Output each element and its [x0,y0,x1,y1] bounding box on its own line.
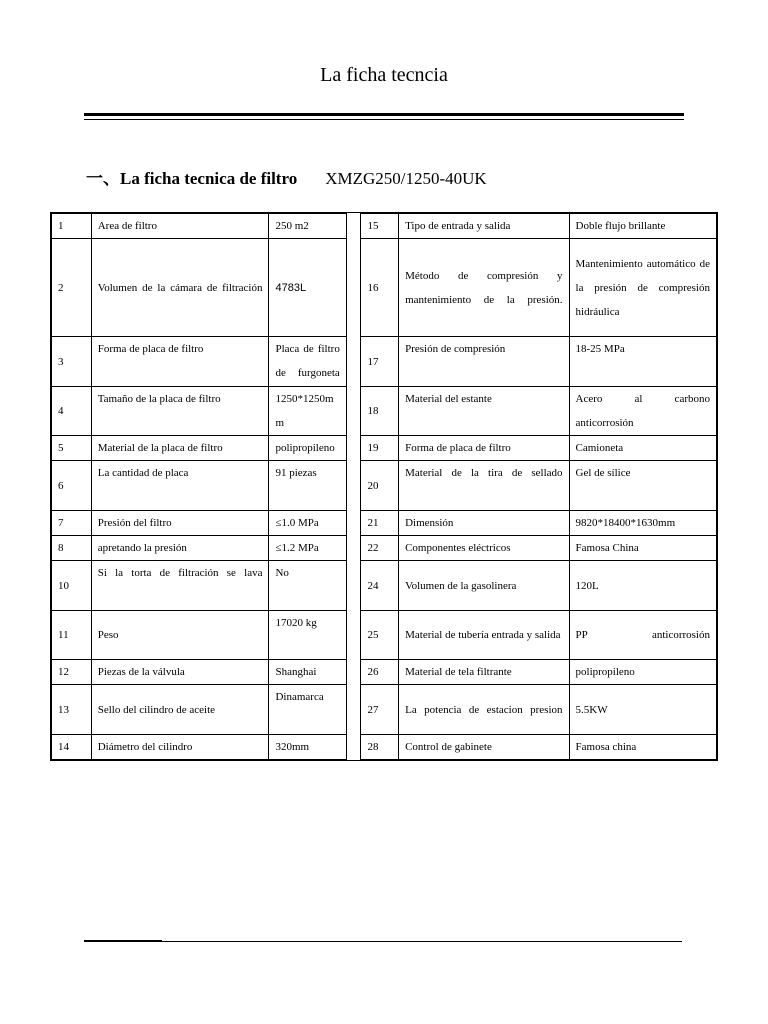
column-gap [346,561,361,611]
parameter-value: 18-25 MPa [569,337,716,387]
column-gap [346,611,361,660]
column-gap [346,239,361,337]
row-number: 7 [52,511,92,536]
table-row [52,561,717,611]
row-number: 15 [361,214,399,239]
parameter-value: 5.5KW [569,685,716,735]
table-row [52,337,717,387]
parameter-value: Famosa china [569,735,716,760]
row-number: 21 [361,511,399,536]
row-number: 18 [361,387,399,436]
parameter-value: 1250*1250mm [269,387,346,436]
parameter-name: Material de la placa de filtro [91,436,269,461]
column-gap [346,461,361,511]
parameter-value: 320mm [269,735,346,760]
row-number: 6 [52,461,92,511]
parameter-value: PP anticorrosión [569,611,716,660]
table-row [52,735,717,760]
parameter-value: 4783L [269,239,346,337]
parameter-value: polipropileno [269,436,346,461]
table-row [52,387,717,436]
table-row [52,660,717,685]
row-number: 10 [52,561,92,611]
model-number: XMZG250/1250-40UK [325,169,487,188]
parameter-name: La potencia de estacion presion [399,685,569,735]
row-number: 4 [52,387,92,436]
row-number: 16 [361,239,399,337]
column-gap [346,536,361,561]
row-number: 13 [52,685,92,735]
column-gap [346,685,361,735]
footer-rule [84,941,682,942]
parameter-name: Area de filtro [91,214,269,239]
table-row [52,611,717,660]
table-row [52,436,717,461]
column-gap [346,436,361,461]
parameter-value: Acero al carbono anticorrosión [569,387,716,436]
row-number: 1 [52,214,92,239]
parameter-value: ≤1.0 MPa [269,511,346,536]
parameter-name: Forma de placa de filtro [399,436,569,461]
column-gap [346,511,361,536]
parameter-value: Gel de sílice [569,461,716,511]
row-number: 19 [361,436,399,461]
parameter-value: Camioneta [569,436,716,461]
parameter-name: Material del estante [399,387,569,436]
section-heading [86,164,487,189]
column-gap [346,214,361,239]
row-number: 24 [361,561,399,611]
parameter-name: Presión de compresión [399,337,569,387]
parameter-value: ≤1.2 MPa [269,536,346,561]
row-number: 20 [361,461,399,511]
parameter-value: Mantenimiento automático de la presión de compresión hidráulica [569,239,716,337]
row-number: 5 [52,436,92,461]
row-number: 28 [361,735,399,760]
row-number: 2 [52,239,92,337]
row-number: 22 [361,536,399,561]
row-number: 12 [52,660,92,685]
parameter-name: Método de compresión y mantenimiento de la presión. [399,239,569,337]
parameter-name: Forma de placa de filtro [91,337,269,387]
parameter-name: Dimensión [399,511,569,536]
parameter-name: Peso [91,611,269,660]
parameter-name: La cantidad de placa [91,461,269,511]
title-rule-thin [84,119,684,120]
table-row [52,511,717,536]
table-row [52,461,717,511]
column-gap [346,735,361,760]
parameter-name: Control de gabinete [399,735,569,760]
parameter-name: Si la torta de filtración se lava [91,561,269,611]
row-number: 27 [361,685,399,735]
row-number: 11 [52,611,92,660]
row-number: 26 [361,660,399,685]
parameter-value: 9820*18400*1630mm [569,511,716,536]
parameter-value: polipropileno [569,660,716,685]
parameter-value: Famosa China [569,536,716,561]
parameter-value: Doble flujo brillante [569,214,716,239]
row-number: 14 [52,735,92,760]
parameter-value: No [269,561,346,611]
row-number: 3 [52,337,92,387]
table-row [52,536,717,561]
parameter-name: Diámetro del cilindro [91,735,269,760]
row-number: 17 [361,337,399,387]
row-number: 8 [52,536,92,561]
parameter-value: Placa de filtro de furgoneta [269,337,346,387]
column-gap [346,660,361,685]
row-number: 25 [361,611,399,660]
parameter-name: Material de tubería entrada y salida [399,611,569,660]
parameter-name: Piezas de la válvula [91,660,269,685]
parameter-name: Volumen de la cámara de filtración [91,239,269,337]
parameter-name: Componentes eléctricos [399,536,569,561]
table-row [52,239,717,337]
spec-table [50,212,718,761]
parameter-name: apretando la presión [91,536,269,561]
parameter-name: Material de tela filtrante [399,660,569,685]
column-gap [346,337,361,387]
table-row [52,214,717,239]
parameter-value: Shanghai [269,660,346,685]
parameter-value: 91 piezas [269,461,346,511]
parameter-value: Dinamarca [269,685,346,735]
parameter-value: 250 m2 [269,214,346,239]
parameter-name: Presión del filtro [91,511,269,536]
document-title: La ficha tecncia [320,64,448,86]
section-heading-text: 一、La ficha tecnica de filtro [86,169,298,188]
parameter-name: Sello del cilindro de aceite [91,685,269,735]
parameter-name: Tamaño de la placa de filtro [91,387,269,436]
parameter-name: Tipo de entrada y salida [399,214,569,239]
parameter-value: 17020 kg [269,611,346,660]
table-row [52,685,717,735]
parameter-name: Material de la tira de sellado [399,461,569,511]
parameter-name: Volumen de la gasolinera [399,561,569,611]
title-rule-thick [84,113,684,116]
parameter-value: 120L [569,561,716,611]
column-gap [346,387,361,436]
